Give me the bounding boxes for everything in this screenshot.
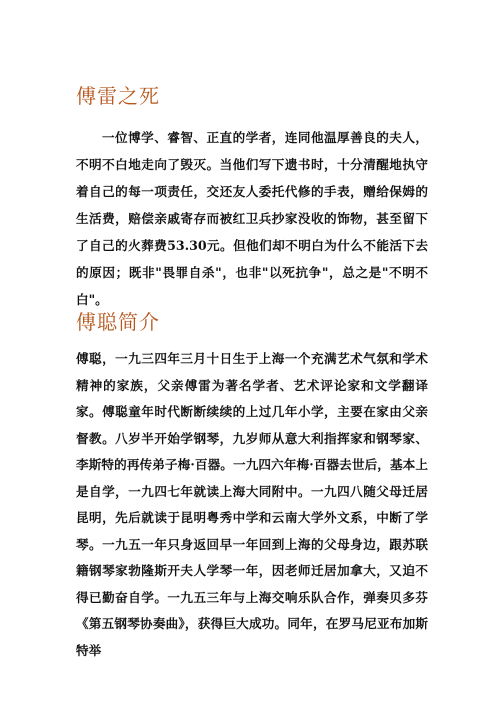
paragraph-fu-lei-death: 一位博学、睿智、正直的学者，连同他温厚善良的夫人，不明不白地走向了毁灭。当他们写下遗书时，十分清醒地执守着自己的每一项责任，交还友人委托代修的手表，赠给保姆的生活费，赔偿亲戚寄存而被红卫兵抄家没收的饰物，甚至留下了自己的火葬费53.30元。但他们却不明白为什么不能活下去的原因；既非"畏罪自杀"，也非"以死抗争"，总之是"不明不白"。 <box>76 130 428 307</box>
paragraph-fu-cong-intro: 傅聪，一九三四年三月十日生于上海一个充满艺术气氛和学术精神的家族，父亲傅雷为著名学者、艺术评论家和文学翻译家。傅聪童年时代断断续续的上过几年小学，主要在家由父亲督教。八岁半开始学钢琴，九岁师从意大利指挥家和钢琴家、李斯特的再传弟子梅·百器。一九四六年梅·百器去世后，基本上是自学，一九四七年就读上海大同附中。一九四八随父母迁居昆明，先后就读于昆明粤秀中学和云南大学外文系，中断了学琴。一九五一年只身返回早一年回到上海的父母身边，跟苏联籍钢琴家勃隆斯开夫人学琴一年，因老师迁居加拿大，又迫不得已勤奋自学。一九五三年与上海交响乐队合作，弹奏贝多芬《第五钢琴协奏曲》，获得巨大成功。同年，在罗马尼亚布加斯特举 <box>76 351 428 658</box>
section-title-fu-cong-intro: 傅聪简介 <box>76 310 160 334</box>
section-title-fu-lei-death: 傅雷之死 <box>76 84 160 108</box>
